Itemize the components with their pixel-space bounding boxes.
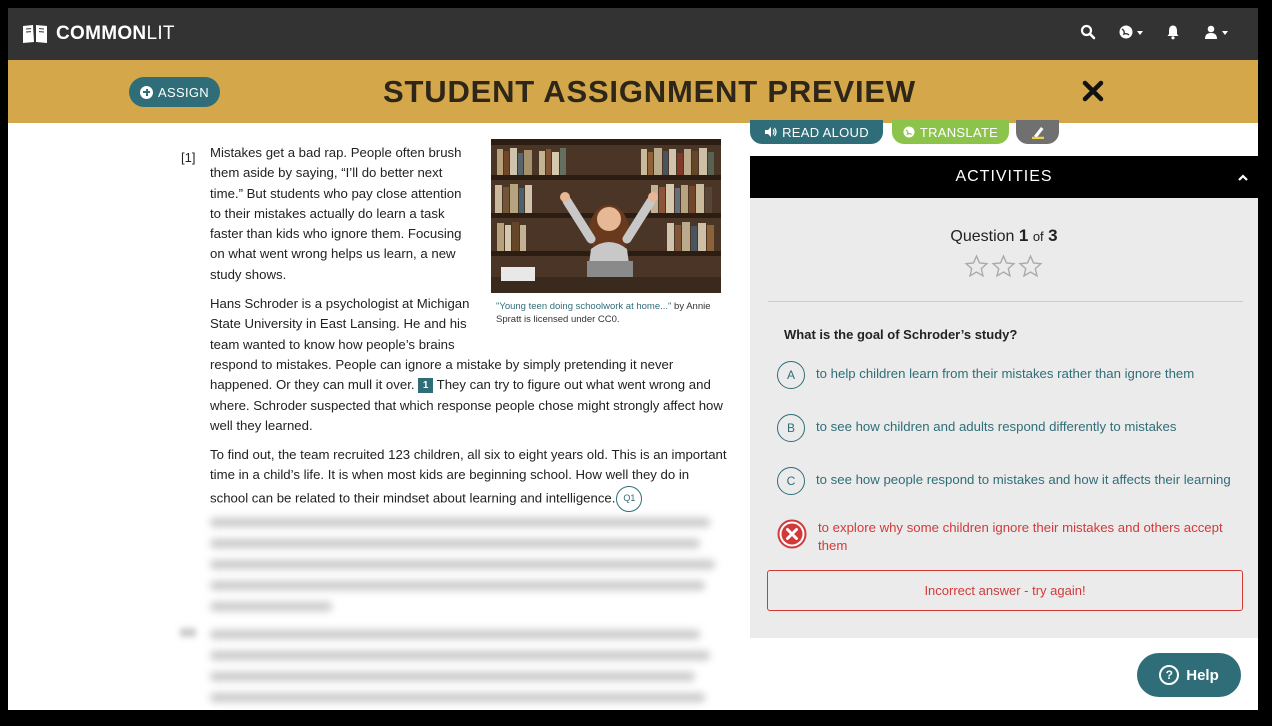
option-letter: C bbox=[777, 467, 805, 495]
passage-paragraph-3 bbox=[210, 445, 730, 512]
search-button[interactable] bbox=[1080, 24, 1096, 40]
answer-option-b[interactable] bbox=[777, 414, 1247, 442]
answer-option-c[interactable] bbox=[777, 467, 1247, 495]
top-nav bbox=[8, 8, 1258, 60]
translate-button[interactable] bbox=[892, 120, 1009, 144]
logo-text-bold: COMMON bbox=[56, 23, 147, 44]
passage-paragraph-2-continued bbox=[210, 355, 730, 436]
option-text: to see how people respond to mistakes and how it affects their learning bbox=[816, 472, 1231, 487]
help-button[interactable] bbox=[1137, 653, 1241, 697]
preview-banner bbox=[8, 60, 1258, 123]
user-icon bbox=[1203, 24, 1219, 40]
option-text: to explore why some children ignore their mistakes and others accept them bbox=[818, 520, 1223, 553]
user-menu[interactable] bbox=[1203, 24, 1228, 40]
question-number: 1 bbox=[1018, 226, 1029, 245]
app-frame bbox=[8, 8, 1258, 710]
star-rating bbox=[964, 254, 1043, 279]
activities-panel bbox=[750, 198, 1258, 638]
passage-text: To find out, the team recruited 123 children, all six to eight years old. This is an important time in a child’s life. It is when most kids are beginning school. How well they do in school can be related to their mindset about learning and intelligence. bbox=[210, 447, 727, 506]
globe-icon bbox=[903, 126, 915, 138]
annotation-badge[interactable]: 1 bbox=[418, 378, 433, 393]
highlight-button[interactable] bbox=[1016, 120, 1059, 144]
star-icon bbox=[964, 254, 989, 279]
passage-image bbox=[491, 139, 721, 293]
locked-paragraph-number bbox=[180, 628, 196, 637]
highlighter-icon bbox=[1030, 125, 1046, 139]
image-caption-link[interactable]: "Young teen doing schoolwork at home..." bbox=[496, 301, 672, 312]
question-counter bbox=[750, 226, 1258, 246]
star-icon bbox=[991, 254, 1016, 279]
chevron-down-icon bbox=[1222, 31, 1228, 35]
page-title: STUDENT ASSIGNMENT PREVIEW bbox=[383, 74, 916, 109]
read-aloud-button[interactable] bbox=[750, 120, 883, 144]
answer-option-a[interactable] bbox=[777, 361, 1247, 389]
of-label: of bbox=[1032, 229, 1044, 244]
question-mark-icon: ? bbox=[1159, 665, 1179, 685]
option-letter: B bbox=[777, 414, 805, 442]
answer-option-d-incorrect[interactable] bbox=[777, 519, 1247, 555]
book-icon bbox=[22, 24, 48, 44]
close-icon[interactable] bbox=[1080, 78, 1106, 104]
speaker-icon bbox=[764, 126, 777, 138]
assign-button-label: ASSIGN bbox=[158, 84, 209, 100]
chevron-down-icon bbox=[1137, 31, 1143, 35]
star-icon bbox=[1018, 254, 1043, 279]
question-prompt: What is the goal of Schroder’s study? bbox=[784, 327, 1018, 342]
nav-icons bbox=[1080, 24, 1228, 40]
option-letter: A bbox=[777, 361, 805, 389]
globe-icon bbox=[1118, 24, 1134, 40]
feedback-message: Incorrect answer - try again! bbox=[767, 570, 1243, 611]
read-aloud-label: READ ALOUD bbox=[782, 124, 869, 140]
passage-text: They can try to figure out what went wrong and where. Schroder suspected that which response people chose might strongly affect how well they learned. bbox=[210, 377, 723, 433]
search-icon bbox=[1080, 24, 1096, 40]
bookshelf-illustration bbox=[491, 139, 721, 293]
divider bbox=[768, 301, 1243, 302]
locked-paragraph bbox=[210, 518, 720, 623]
question-marker[interactable]: Q1 bbox=[616, 486, 642, 512]
image-caption-credit: by Annie Spratt is licensed under CC0. bbox=[496, 301, 711, 325]
translate-label: TRANSLATE bbox=[919, 124, 999, 140]
question-label: Question bbox=[950, 228, 1015, 245]
chevron-up-icon[interactable] bbox=[1238, 173, 1248, 183]
passage-paragraph-2-start: Hans Schroder is a psychologist at Michigan State University in East Lansing. He and his team wanted to know how people’s brains bbox=[210, 296, 470, 352]
paragraph-number: [1] bbox=[181, 150, 196, 165]
commonlit-logo[interactable] bbox=[22, 23, 175, 45]
language-menu[interactable] bbox=[1118, 24, 1143, 40]
passage-paragraph-1: Mistakes get a bad rap. People often brush them aside by saying, “I’ll do better next time.” But students who pay close attention to their mistakes actually do learn a task faster than kids who ignore them. Focusing on what went wrong helps us learn, a new study shows. bbox=[210, 145, 462, 282]
question-total: 3 bbox=[1048, 226, 1058, 245]
option-text: to see how children and adults respond differently to mistakes bbox=[816, 419, 1177, 434]
error-x-icon bbox=[777, 519, 807, 549]
activities-header[interactable] bbox=[750, 156, 1258, 198]
bell-icon bbox=[1165, 24, 1181, 40]
logo-text-light: LIT bbox=[146, 23, 175, 44]
notifications-button[interactable] bbox=[1165, 24, 1181, 40]
help-label: Help bbox=[1186, 666, 1219, 684]
image-caption bbox=[496, 300, 726, 326]
activities-title: ACTIVITIES bbox=[955, 168, 1053, 185]
option-text: to help children learn from their mistakes rather than ignore them bbox=[816, 366, 1195, 381]
passage-text: respond to mistakes. People can ignore a mistake by simply pretending it never happened. Or they can mull it over. bbox=[210, 357, 674, 393]
locked-paragraph bbox=[210, 630, 720, 710]
